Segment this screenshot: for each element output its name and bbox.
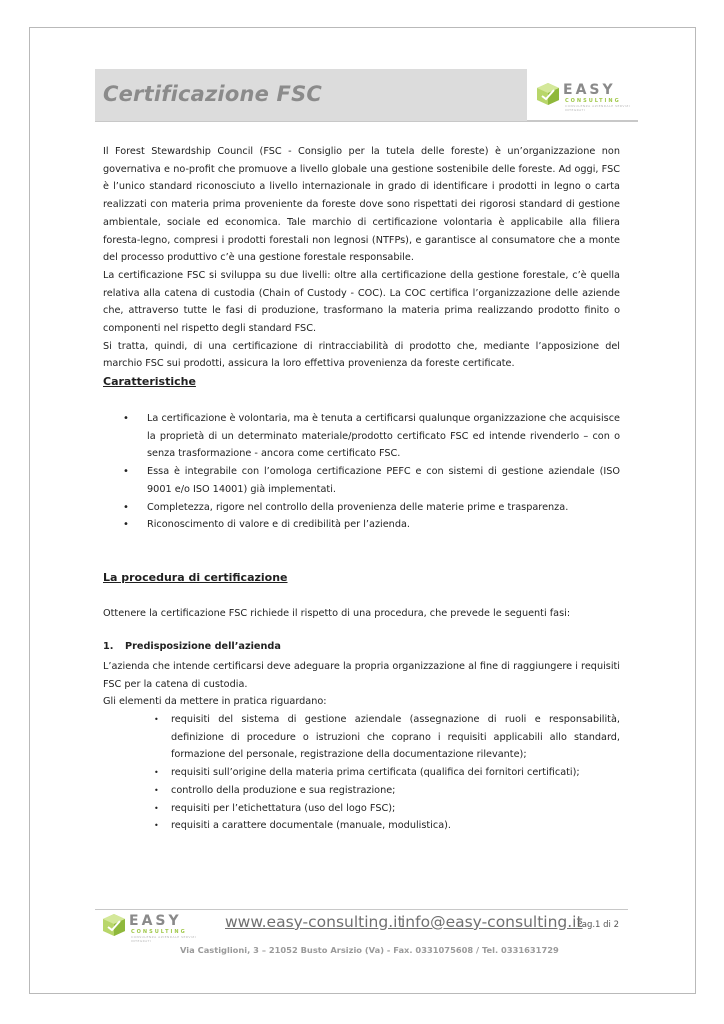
logo-brand-text: EASY [129,913,182,929]
header-logo-area [527,69,638,121]
intro-paragraph-1: Il Forest Stewardship Council (FSC - Consiglio per la tutela delle foreste) è un’organizzazione non governativa e no-profit che promuove a livello globale una gestione sostenibile delle foreste. Ad oggi, FSC è l’unico standard riconosciuto a livello internazionale in grado di identificare i prodotti in legno o carta realizzati con materia prima proveniente da foreste dove sono rispettati dei rigorosi standard di gestione ambientale, sociale ed economica. Tale marchio di certificazione volontaria è applicabile alla filiera foresta-legno, compresi i prodotti forestali non legnosi (NTFPs), e garantisce al consumatore che a monte del processo produttivo c’è una gestione forestale responsabile. [103,146,620,264]
list-item: • Essa è integrabile con l’omologa certificazione PEFC e con sistemi di gestione aziendale (ISO 9001 e/o ISO 14001) già implementati. [103,463,620,498]
list-item: • controllo della produzione e sua registrazione; [103,782,620,800]
list-item: • Completezza, rigore nel controllo della provenienza delle materie prime e trasparenza. [103,499,620,517]
footer-address: Via Castiglioni, 3 – 21052 Busto Arsizio (Va) - Fax. 0331075608 / Tel. 0331631729 [180,945,559,955]
bullet-icon: • [154,785,159,795]
step-1-paragraph-1: L’azienda che intende certificarsi deve adeguare la propria organizzazione al fine di raggiungere i requisiti FSC per la catena di custodia. [103,661,620,690]
list-item: • requisiti del sistema di gestione aziendale (assegnazione di ruoli e responsabilità, definizione di procedure o istruzioni che coprano i requisiti applicabili allo standard, formazione del personale, registrazione della documentazione rilevante); [103,711,620,764]
header-divider [95,121,638,122]
logo-tagline: CONSULENZA AZIENDALE SERVIZI INTEGRATI [565,104,631,112]
step-1-title [103,641,281,652]
step-1-paragraph-2: Gli elementi da mettere in pratica riguardano: [103,696,327,708]
cube-logo-icon [102,913,126,937]
list-item: • Riconoscimento di valore e di credibilità per l’azienda. [103,516,620,534]
easy-consulting-logo [536,81,631,111]
intro-text [103,143,620,373]
footer-logo [102,912,197,942]
bullet-icon: • [123,519,129,531]
logo-sub-text: CONSULTING [565,98,621,104]
bullet-icon: • [123,501,129,513]
bullet-icon: • [154,821,159,831]
cube-logo-icon [536,82,560,106]
list-item: • La certificazione è volontaria, ma è tenuta a certificarsi qualunque organizzazione che acquisisce la proprietà di un determinato materiale/prodotto certificato FSC ed intende rivenderlo – con o senza trasformazione - ancora come certificato FSC. [103,410,620,463]
website-link[interactable]: www.easy-consulting.it [225,913,404,931]
page-number: Pag.1 di 2 [577,920,620,930]
intro-paragraph-2: La certificazione FSC si sviluppa su due livelli: oltre alla certificazione della gestione forestale, c’è quella relativa alla catena di custodia (Chain of Custody - COC). La COC certifica l’organizzazione delle aziende che, attraverso tutte le fasi di produzione, trasformano la materia prima realizzando prodotto finito o componenti nel rispetto degli standard FSC. [103,269,620,335]
bullet-icon: • [123,466,129,478]
page-title: Certificazione FSC [103,82,323,106]
procedura-intro: Ottenere la certificazione FSC richiede il rispetto di una procedura, che prevede le seguenti fasi: [103,608,571,619]
step-1-text [103,658,620,711]
step-1-requirements-list [103,711,620,835]
step-1-label: Predisposizione dell’azienda [125,641,281,652]
caratteristiche-list [103,410,620,534]
caratteristiche-heading: Caratteristiche [103,375,196,388]
logo-brand-text: EASY [563,82,616,98]
intro-paragraph-3: Si tratta, quindi, di una certificazione di rintracciabilità di prodotto che, mediante l’apposizione del marchio FSC sui prodotti, assicura la loro effettiva provenienza da foreste certificate. [103,340,620,370]
bullet-icon: • [123,413,129,424]
list-item: • requisiti per l’etichettatura (uso del logo FSC); [103,800,620,818]
logo-tagline: CONSULENZA AZIENDALE SERVIZI INTEGRATI [131,935,197,943]
bullet-icon: • [154,768,159,778]
header-bar [95,69,527,121]
footer-divider [95,909,628,910]
email-link[interactable]: info@easy-consulting.it [401,913,583,931]
step-1-number: 1. [103,641,114,652]
logo-sub-text: CONSULTING [131,929,187,935]
bullet-icon: • [154,715,159,724]
list-item: • requisiti sull’origine della materia prima certificata (qualifica dei fornitori certificati); [103,764,620,782]
bullet-icon: • [154,803,159,813]
procedura-heading: La procedura di certificazione [103,571,288,584]
list-item: • requisiti a carattere documentale (manuale, modulistica). [103,817,620,835]
